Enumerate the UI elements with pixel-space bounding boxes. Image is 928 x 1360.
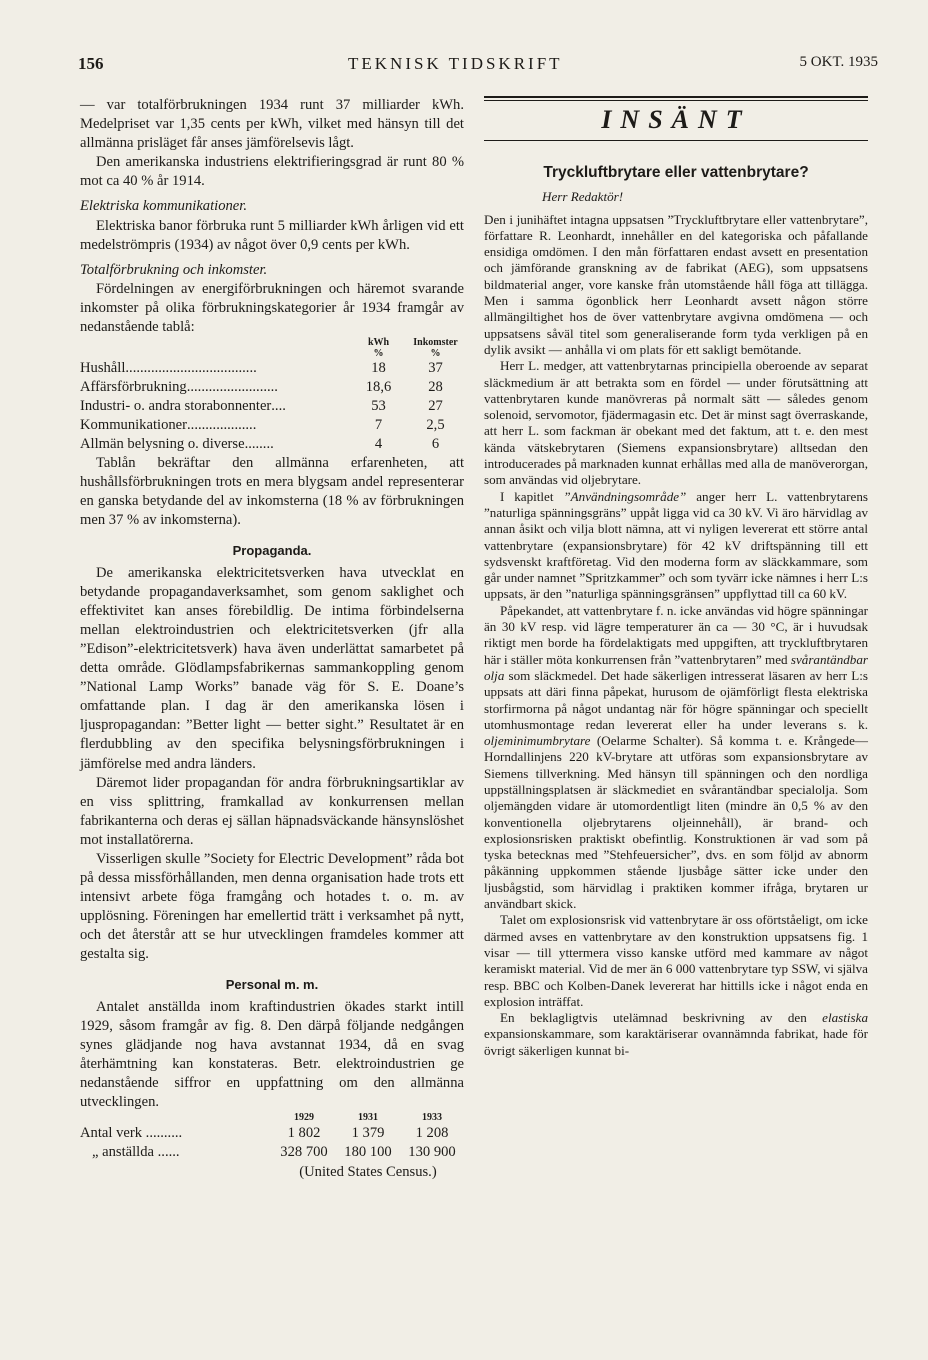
italic-term: elastiska [822, 1010, 868, 1026]
leader-dots: ........ [244, 436, 274, 453]
italic-term: oljeminimumbrytare [484, 733, 591, 749]
year-col: 1929 [294, 1112, 314, 1124]
row-label: Industri- o. andra storabonnenter [80, 398, 272, 415]
letter-paragraph-1: Den i junihäftet intagna uppsatsen ”Tryckluftbrytare eller vattenbrytare”, författare R. Leonhardt, innehåller en del kategoriska och påfallande ensidiga omdömen. I den mån författaren endast avsett en presentation och jämförande granskning av de fabrikat (AEG), som uppsatsens bildmaterial anger, vore kanske från utomstående håll föga att tillägga. Men i samma ögonblick herr Leonhardt avsett någon större allmängiltighet hos de över vattenbrytare avgivna omdömena — och uppsatsens såväl titel som generaliserande form tyda verkligen på en dylik avsikt — anhålla vi om plats för ett sakligt bemötande. [484, 211, 868, 357]
text-run: som släckmedel. Det hade säkerligen intresserat läsaren av herr L:s uppsats att däri finna påpekat, hurusom de ojämförligt flesta elektriska storfirmorna på något undantag när för högre spänningar och speciellt utomhusmontage redan levererat eller ha under leverans s. k. [484, 667, 868, 732]
text-run: anger herr L. vattenbrytarens ”naturliga spänningsgräns” uppåt ligga vid ca 30 kV. Vi äro härvidlag av annan åsikt och vilja blott nämna, att vi nyligen levererat ett större antal vattenbrytare (expansionsbrytare) för 42 kV driftspänning till ett sydsvenskt kraftföretag. Vid den moderna form av släckkammare, som går under namnet ”Spritzkammer” och som tyvärr icke nämnes i herr L:s uppsats, är den ”naturliga spänningsgränsen” uppflyttad till ca 60 kV. [484, 488, 868, 602]
leader-dots: ...... [154, 1144, 180, 1161]
page-header [78, 54, 878, 80]
table-row [80, 397, 464, 416]
col-inkomster-unit: % [430, 348, 441, 360]
heading-propaganda: Propaganda. [232, 542, 312, 558]
article-title: Tryckluftbrytare eller vattenbrytare? [543, 164, 809, 181]
leader-dots: ......................... [186, 379, 278, 396]
cell-value: 1 208 [415, 1125, 449, 1142]
table-row [80, 435, 464, 454]
letter-paragraph-3 [484, 489, 868, 603]
paragraph-industry: Den amerikanska industriens elektrifieringsgrad är runt 80 % mot ca 40 % år 1914. [80, 154, 464, 190]
letter-paragraph-2: Herr L. medger, att vattenbrytarnas principiella oberoende av separat släckmedium är att betrakta som en fördel — under förutsättning att vattenbrytaren kunde manövreras på normalt sätt — således genom solenoid, servomotor, fjädermagasin etc. Det är minst sagt överraskande, att herr L. som fackman är obekant med det faktum, att t. e. den mest kända vätskebrytaren (Siemens expansionsbrytare) alltsedan den introducerades på marknaden kunnat erhållas med alla de manöverorgan, som användas vid oljebrytare. [484, 358, 868, 488]
row-label: Allmän belysning o. diverse [80, 436, 245, 453]
left-column [80, 96, 464, 1182]
table-row [80, 1124, 464, 1143]
row-kwh: 53 [371, 398, 386, 415]
table-row [80, 1143, 464, 1162]
row-label: Affärsförbrukning [80, 379, 187, 396]
row-inkomster: 28 [428, 379, 443, 396]
row-label: Hushåll [80, 360, 126, 377]
table-source: (United States Census.) [299, 1163, 437, 1180]
distribution-table-head [80, 337, 464, 348]
paragraph-propaganda-2: Däremot lider propagandan för andra förbrukningsartiklar av en viss splittring, framkallad av konkurrensen mellan fabrikanterna och deras ej sällan häpnadsväckande hänsynslöshet mot installatörerna. [80, 774, 464, 848]
cell-value: 180 100 [344, 1144, 392, 1161]
row-kwh: 18 [371, 360, 386, 377]
table-row [80, 359, 464, 378]
subheading-kommunikationer: Elektriska kommunikationer. [80, 198, 247, 215]
italic-term: svårantändbar olja [484, 651, 868, 683]
paragraph-intro: — var totalförbrukningen 1934 runt 37 milliarder kWh. Medelpriset var 1,35 cents per kWh, vilket med hänsyn till det allmänna prisläget får anses jämförelsevis lågt. [80, 97, 464, 152]
table-row [80, 416, 464, 435]
row-label: Antal verk [80, 1125, 143, 1142]
greeting: Herr Redaktör! [542, 189, 624, 205]
year-col: 1931 [358, 1112, 378, 1124]
table-row [80, 1163, 464, 1182]
row-label: „ anställda [92, 1144, 154, 1161]
table-row [80, 378, 464, 397]
section-title: INSÄNT [601, 105, 751, 134]
paragraph-totalforbrukning: Fördelningen av energiförbrukningen och häremot svarande inkomster på olika förbrukningskategorier år 1934 framgår av nedanstående tablå: [80, 280, 464, 336]
right-column [484, 96, 868, 1059]
row-inkomster: 6 [431, 436, 440, 453]
col-kwh-unit: % [373, 348, 384, 360]
cell-value: 1 802 [287, 1125, 321, 1142]
heading-personal: Personal m. m. [225, 976, 319, 992]
section-rule-bottom [484, 140, 868, 141]
italic-term: ”Användningsområde” [563, 488, 687, 504]
col-kwh-head: kWh [367, 337, 390, 349]
year-col: 1933 [422, 1112, 442, 1124]
leader-dots: .................................... [125, 360, 257, 377]
paragraph-kommunikationer: Elektriska banor förbruka runt 5 milliarder kWh årligen vid ett medelströmpris (1934) av något över 0,9 cents per kWh. [80, 217, 464, 253]
paragraph-propaganda-1: De amerikanska elektricitetsverken hava utvecklat en betydande propagandaverksamhet, som genom saklighet och effektivitet kan anses förebildlig. De intima förbindelserna mellan elektroindustrien och elektricitetsverken (jfr alla ”Edison”-elektricitetsverk) hava även underlättat samarbetet på detta område. Glödlampsfabrikernas sammankoppling genom ”National Lamp Works” banade väg för S. E. Doane’s omfattande plan. I dag är den amerikanska lösen i ljuspropagandan: ”Better light — better sight.” Resultatet är en flerdubbling av den specifika belysningsförbrukningen i jämförelse med andra länders. [80, 564, 464, 772]
issue-date: 5 OKT. 1935 [799, 54, 878, 70]
row-label: Kommunikationer [80, 417, 188, 434]
leader-dots: ................... [187, 417, 257, 434]
letter-paragraph-6 [484, 1010, 868, 1059]
row-inkomster: 37 [428, 360, 443, 377]
paragraph-tablan: Tablån bekräftar den allmänna erfarenheten, att hushållsförbrukningen trots en mera blygsam andel representerar en ganska betydande del av inkomsterna (18 % av förbrukningen men 37 % av inkomsterna). [80, 455, 464, 529]
distribution-table [80, 337, 464, 454]
text-run: (Oelarme Schalter). Så komma t. e. Krångede—Horndallinjens 220 kV-brytare att utföras som expansionsbrytare av Siemens tillverkning. Med hänsyn till spänningen och den nordliga uppställningsplatsen är släckmediet en svårantändbar specialolja. Som oljemängden vidare är utomordentligt liten (mindre än 0,5 % av den konventionella oljebrytarens oljeinnehåll), är brand- och explosionsrisken praktiskt obefintlig. Konstruktionen är vad som på tyska betecknas med ”Stehfeuersicher”, dvs. en som följd av abnorm påkänning uppkommen stående ljusbåge sätter icke under den ljusbågstid, som härvidlag i praktiken kommer ifråga, brytaren ur användbart skick. [484, 733, 868, 912]
text-run: En beklagligtvis utelämnad beskrivning av den [500, 1010, 823, 1026]
cell-value: 130 900 [408, 1144, 456, 1161]
section-rule-top-thin [484, 100, 868, 101]
row-kwh: 4 [374, 436, 383, 453]
row-inkomster: 27 [428, 398, 443, 415]
leader-dots: .......... [142, 1125, 183, 1142]
paragraph-propaganda-3: Visserligen skulle ”Society for Electric Development” råda bot på dessa missförhållanden, men denna organisation hade trots ett intensivt arbete föga framgång och hotades t. o. m. av upplösning. Föreningen har emellertid trätt i verksamhet på nytt, och det återstår att se hur utvecklingen framdeles kommer att gestalta sig. [80, 851, 464, 963]
cell-value: 1 379 [351, 1125, 385, 1142]
row-inkomster: 2,5 [426, 417, 445, 434]
leader-dots: .... [271, 398, 286, 415]
firm-table [80, 1112, 464, 1182]
paragraph-personal: Antalet anställda inom kraftindustrien ökades starkt intill 1929, såsom framgår av fig. 8. Den därpå följande nedgången synes glädjande nog hava avstannat 1934, då en svag återhämtning kan konstateras. Betr. elektroindustrien ge nedanstående siffror en uppfattning om den allmänna utvecklingen. [80, 998, 464, 1111]
text-run: Påpekandet, att vattenbrytare f. n. icke användas vid högre spänningar än 30 kV resp. vid lägre temperaturer än ca — 30 °C, är i huvudsak riktigt men borde ha fördelaktigats med uppgiften, att tryckluftbrytaren här i ställer möta konkurrensen från ”vattenbrytaren” med [484, 602, 868, 667]
col-inkomster-head: Inkomster [413, 337, 458, 349]
firm-table-years [80, 1112, 464, 1124]
subheading-totalforbrukning: Totalförbrukning och inkomster. [80, 261, 268, 278]
page-number: 156 [78, 54, 104, 73]
row-kwh: 7 [374, 417, 383, 434]
row-kwh: 18,6 [365, 379, 392, 396]
section-rule-top [484, 96, 868, 98]
distribution-table-units [80, 348, 464, 359]
text-run: I kapitlet [500, 488, 564, 504]
journal-title: TEKNISK TIDSKRIFT [348, 54, 563, 73]
cell-value: 328 700 [280, 1144, 328, 1161]
text-run: expansionskammare, som karaktäriserar ovannämnda fabrikat, hade för övrigt säkerligen kunnat bi- [484, 1026, 868, 1058]
letter-paragraph-4 [484, 603, 868, 913]
letter-paragraph-5: Talet om explosionsrisk vid vattenbrytare är oss oförtståeligt, om icke därmed avses en vattenbrytare av den konstruktion uppsatsens fig. 1 visar — till yttermera visso kanske utförd med kammare av något keramiskt material. Vid de mer än 6 000 vattenbrytare typ SSW, vi själva resp. BBC och Kolben-Danek levererat har hittills icke i något enda en explosion inträffat. [484, 912, 868, 1009]
